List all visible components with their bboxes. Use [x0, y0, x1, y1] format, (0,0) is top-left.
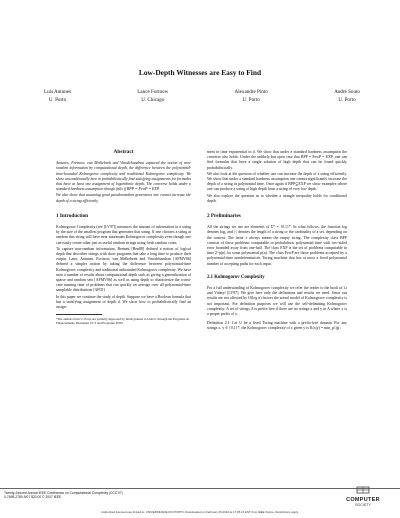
author-name: Lance Fortnow	[137, 89, 169, 95]
abstract-body	[56, 161, 191, 204]
right-column	[207, 150, 347, 333]
authorized-use-note: Authorized licensed use limited to: UNIVERSIDADE DO PORTO. Downloaded on February 25,2010 at 17:05:21 EST from IEEE Xplore. Restrictions apply.	[101, 510, 299, 514]
isbn-line: 0-7695-2780-9/07 $20.00 © 2007 IEEE	[4, 495, 62, 500]
abstract-heading: Abstract	[113, 149, 134, 155]
section-heading-preliminaries: 2 Preliminaries	[207, 213, 241, 220]
body-paragraph: In this paper we continue the study of depth. Suppose we have a Boolean formula that has a satisfying assignment of depth d. We show how to probabilistically find an assign-	[56, 294, 191, 310]
author-block	[137, 88, 168, 104]
abstract-paragraph: We also show that assuming good pseudorandom generators one cannot increase the depth of a string efficiently.	[56, 193, 191, 203]
body-paragraph: We also explore the question as to whether a triangle inequality holds for conditional depth.	[207, 193, 347, 203]
body-paragraph: We also look at the question of whether one can increase the depth of a string efficiently. We show that under a standard hardness assumption one cannot significantly increase the depth of a string in polynomial time. Once again if BPP⊆EXP we show examples where one can produce a string of high depth from a string of very low depth.	[207, 171, 347, 192]
abstract-paragraph: Antunes, Fortnow, van Melkebeek and Vinodchandran captured the notion of non-random information by computational depth, the difference between the polynomial-time-bounded Kolmogorov complexity and traditional Kolmogorov complexity. We show unconditionally how to probabilistically find satisfying assignments for formulas that have at least one assignment of logarithmic depth. The converse holds under a standard hardness assumption though fails if BPP = FewP = EXP.	[56, 161, 191, 192]
author-affiliation: U. Porto	[242, 97, 260, 103]
body-paragraph: Kolmogorov Complexity (see [LV97]) measures the amount of information in a string by the size of the smallest program that generates that string. If one chooses a string at random this string will have near maximum Kolmogorov complexity even though one can easily create other just as useful random strings using fresh random coins.	[56, 225, 191, 245]
author-list	[44, 88, 360, 104]
paper-title: Low-Depth Witnesses are Easy to Find	[138, 68, 262, 77]
body-paragraph: ment in time exponential in d. We show that under a standard hardness assumption the converse also holds. Under the unlikely but open case that BPP = FewP = EXP, one can find formulas that have a single solution of high depth that can be found quickly probabilistically.	[207, 150, 347, 170]
subsection-heading-kolmogorov: 2.1 Kolmogorov Complexity	[207, 274, 265, 280]
author-block	[44, 88, 71, 104]
author-affiliation: U. Chicago	[141, 97, 165, 103]
author-name: André Souto	[334, 89, 360, 95]
definition-paragraph: Definition 2.1. Let U be a fixed Turing machine with a prefix-free domain. For any strings x, y ∈ {0,1}*, the Kolmogorov complexity of x given y is K(x|y) = min_p{|p| :	[207, 321, 347, 331]
body-paragraph: To capture non-random information, Bennett [Ben88] defined a notion of logical depth that describes strings with short programs that take a long time to produce their output. Later, Antunes, Fortnow, van Melkebeek and Vinodchandran [AFMV06] defined a simpler notion by taking the difference between polynomial-time Kolmogorov complexity and traditional unbounded Kolmogorov complexity. We have seen a number of results about computational depth such as giving a generalization of sparse and random sets [AFMV06] as well as using depth to characterize the worst-case running time of problems that run quickly on average over all polynomial-time samplable distributions [AF05].	[56, 246, 191, 293]
section-heading-introduction: 1 Introduction	[56, 212, 89, 219]
logo-text-computer: COMPUTER	[346, 497, 380, 503]
author-affiliation: U. Porto	[48, 97, 67, 103]
author-name: Alexandre Pinto	[234, 89, 268, 95]
left-column	[56, 150, 191, 326]
conference-name: Twenty-Second Annual IEEE Conference on Computational Complexity (CCC'07)	[4, 491, 123, 495]
body-paragraph: All the strings we use are elements of Σ* = {0,1}*. In what follows, the function log denotes log₂ and |·| denotes the length of a string or the cardinality of a set, depending on the context. The letter ε always means the empty string. The complexity class BPP consists of those problems computable in probabilistic polynomial time with two-sided error bounded away from one-half. The class EXP is the set of problems computable in time 2^p(n) for some polynomial p(n). The class FewP are those problems accepted by a polynomial-time nondeterministic Turing machine that has at most a fixed polynomial number of accepting paths for each input.	[207, 225, 347, 266]
society-emblem-icon	[342, 486, 384, 496]
computer-society-logo	[342, 486, 384, 507]
author-affiliation: U. Porto	[338, 97, 356, 103]
author-block	[235, 88, 268, 104]
author-block	[334, 88, 360, 104]
conference-footer	[4, 491, 284, 500]
author-name: Luis Antunes	[44, 89, 72, 95]
footer-divider	[0, 488, 400, 489]
emblem-shape	[356, 486, 370, 494]
body-paragraph: For a full understanding of Kolmogorov complexity we refer the reader to the book of Li and Vitányi [LV97]. We give here only the definitions and results we need. Since our results are not affected by O(log n) factors the actual model of Kolmogorov complexity is not important. For definition purposes we will use the self-delimiting Kolmogorov complexity. A set of strings A is prefix-free if there are no strings x and y in A where x is a proper prefix of y.	[207, 286, 347, 317]
logo-text-society: SOCIETY	[355, 503, 371, 507]
footnote: *The authors from U. Porto are partially supported by funds granted to LIACC through the Programa de Financiamento Plurianual, FCT and Programa POSI.	[56, 317, 190, 326]
footnote-divider	[56, 314, 102, 315]
